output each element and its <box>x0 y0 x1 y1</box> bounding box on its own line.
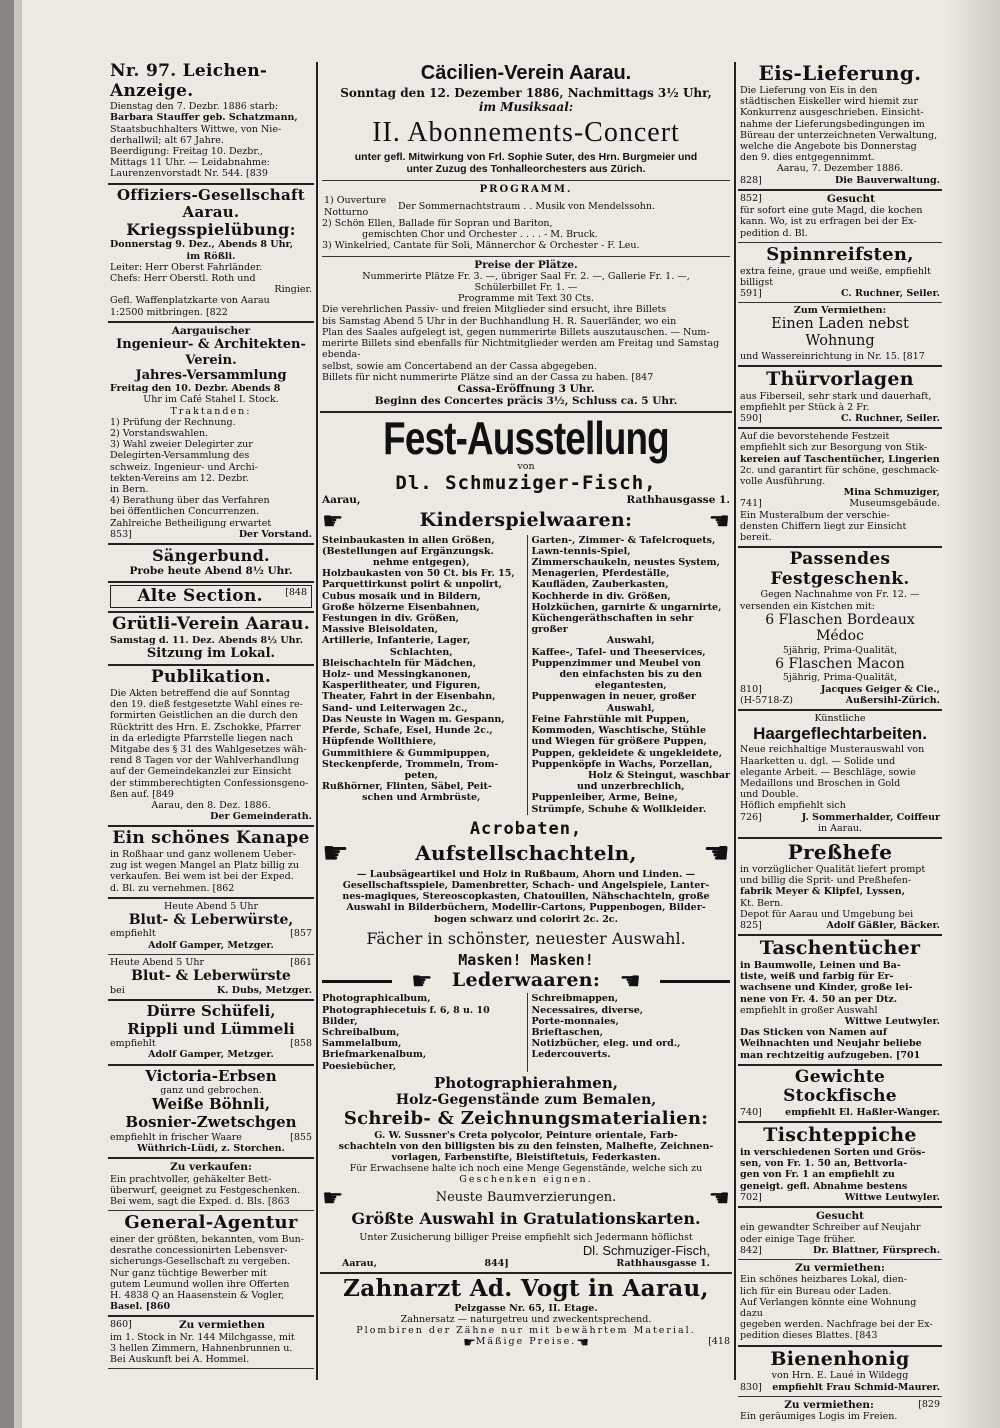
laden-vermiethen-ad: Zum Vermiethen: Einen Laden nebst Wohnung und Wassereinrichtung in Nr. 15. [817 <box>738 303 942 367</box>
pointing-hand-left-icon: ☚ <box>708 1183 730 1212</box>
rule-right <box>660 980 730 983</box>
pointing-hand-right-icon: ☛ <box>322 506 344 535</box>
kinder-list <box>322 535 730 815</box>
column-right <box>738 60 942 1423</box>
caecilien-concert-ad: Cäcilien-Verein Aarau. Sonntag den 12. Dezember 1886, Nachmittags 3½ Uhr, im Musiksaal: II. Abonnements-Concert unter gefl. Mitwirkung von Frl. Sophie Suter, des Hrn. Burgmeier und unter Zuzug des Tonhalleorchesters aus Zürich. PROGRAMM. 1) Ouverture Notturno Der Sommernachtstraum . . Musik von Mendelssohn. 2) Schön Ellen, Ballade für Sopran und Bariton, gemischten Chor und Orchester . . . . - M. Bruck. 3) Winkelried, Cantate für Soli, Männerchor & Orchester - F. Leu. Preise der Plätze. Nummerirte Plätze Fr. 3. —, übriger Saal Fr. 2. —, Gallerie Fr. 1. —, Schülerbillet Fr. 1. — Programme mit Text 30 Cts. Die verehrlichen Passiv- und freien Mitglieder sind ersucht, ihre Billets bis Samstag Abend 5 Uhr in der Buchhandlung H. R. Sauerländer, wo ein Plan des Saales aufgelegt ist, gegen nummerirte Billets auszutauschen. — Num- merirte Billets sind ebenfalls für Nichtmitglieder werden am Freitag und Samstag ebenda- selbst, sowie am Concertabend an der Cassa abgegeben. Billets für nicht nummerirte Plätze sind an der Cassa zu haben. [847 Cassa-Eröffnung 3 Uhr. Beginn des Concertes präcis 3½, Schluss ca. 5 Uhr. <box>320 60 732 413</box>
logis-vermiethen-ad: Zu vermiethen: [829 Ein geräumiges Logis im Freien. <box>740 1398 940 1423</box>
pointing-hand-left-icon: ☚ <box>708 506 730 535</box>
column-rule-2 <box>734 62 736 1380</box>
scan-edge-inner <box>14 0 22 1428</box>
pointing-hand-right-icon: ☛ <box>322 1183 344 1212</box>
alte-section-ad: Alte Section. [848 <box>108 583 314 614</box>
verkaufen-ad: Zu verkaufen: Ein prachtvoller, gehäkelter Bett- überwurf, geeignet zu Festgeschenken. Bei wem, sagt die Exped. d. Bls. [863 <box>108 1159 314 1211</box>
eis-lieferung-ad: Eis-Lieferung. Die Lieferung von Eis in den städtischen Eiskeller wird hiemit zur Konkurrenz ausgeschrieben. Einsicht- nahme der Lieferungsbedingungen im Büreau der unterzeichneten Verwaltung, welche die Angebote bis Donnerstag den 9. dies entgegennimmt. Aarau, 7. Dezember 1886. 828] Die Bauverwaltung. <box>738 60 942 191</box>
pointing-hand-right-icon: ☛ <box>411 967 433 996</box>
gesucht-magd-ad: 852] Gesucht für sofort eine gute Magd, die kochen kann. Wo, ist zu erfragen bei der Ex- pedition d. Bl. <box>738 191 942 243</box>
leichen-title: Nr. 97. Leichen-Anzeige. <box>110 61 268 101</box>
blutwurst-ad-1: Heute Abend 5 Uhr Blut- & Leberwürste, empfiehlt [857 Adolf Gamper, Metzger. <box>108 899 314 955</box>
schuefeli-ad: Dürre Schüfeli, Rippli und Lümmeli empfiehlt [858 Adolf Gamper, Metzger. <box>108 1001 314 1066</box>
thuervorlagen-ad: Thürvorlagen aus Fiberseil, sehr stark und dauerhaft, empfiehlt per Stück à 2 Fr. 590] C. Ruchner, Seiler. <box>738 367 942 429</box>
tischteppiche-ad: Tischteppiche in verschiedenen Sorten und Grös- sen, von Fr. 1. 50 an, Bettvorla- gen von Fr. 1 an empfiehlt zu geneigt. gefl. Abnahme bestens 702] Wittwe Leutwyler. <box>738 1123 942 1208</box>
saengerbund-ad: Sängerbund. Probe heute Abend 8½ Uhr. <box>108 545 314 583</box>
bienenhonig-ad: Bienenhonig von Hrn. E. Laué in Wildegg 830] empfiehlt Frau Schmid-Maurer. <box>738 1347 942 1397</box>
fest-firm: Dl. Schmuziger-Fisch, <box>395 471 657 494</box>
column-middle <box>320 60 732 1390</box>
caecilien-title: Cäcilien-Verein Aarau. <box>420 62 632 84</box>
ingenieur-title: Ingenieur- & Architekten-Verein. <box>116 337 306 368</box>
offiziers-ad: Offiziers-Gesellschaft Aarau. Kriegsspielübung: Donnerstag 9. Dez., Abends 8 Uhr, im Rößli. Leiter: Herr Oberst Fahrländer. Chefs: Herr Oberstl. Roth und Ringier. Gefl. Waffenplatzkarte von Aarau 1:2500 mitbringen. [822 <box>108 185 314 323</box>
ingenieur-ad: Aargauischer Ingenieur- & Architekten-Verein. Jahres-Versammlung Freitag den 10. Dezbr. Abends 8 Uhr im Café Stahel I. Stock. Traktanden: 1) Prüfung der Rechnung. 2) Vorstandswahlen. 3) Wahl zweier Delegirter zur Delegirten-Versammlung des schweiz. Ingenieur- und Archi- tekten-Vereins am 12. Dezbr. in Bern. 4) Berathung über das Verfahren bei öffentlichen Concurrenzen. Zahlreiche Betheiligung erwartet 853] Der Vorstand. <box>108 323 314 545</box>
offiziers-title: Offiziers-Gesellschaft Aarau. <box>117 185 305 221</box>
kinder-list-right: Garten-, Zimmer- & Tafelcroquets, Lawn-tennis-Spiel, Zimmerschaukeln, neustes System, Menagerien, Pferdeställe, Kaufläden, Zauberkasten, Kochherde in div. Größen, Holzküchen, garnirte & ungarnirte, Küchengeräthschaften in sehr großer Auswahl, Kaffee-, Tafel- und Theeservices, Puppenzimmer und Meubel von den einfachsten bis zu den elegantesten, Puppenwagen in neuer, großer Auswahl, Feine Fahrstühle mit Puppen, Kommoden, Waschtische, Stühle und Wiegen für größere Puppen, Puppen, gekleidete & ungekleidete, Puppenköpfe in Wachs, Porzellan, Holz & Steingut, waschbar und unzerbrechlich, Puppenleiber, Arme, Beine, Strümpfe, Schuhe & Wollkleider. <box>527 535 731 815</box>
taschentuecher-ad: Taschentücher in Baumwolle, Leinen und Ba- tiste, weiß und farbig für Er- wachsene und Kinder, große lei- nene von Fr. 4. 50 an per Dtz. empfiehlt in großer Auswahl Wittwe Leutwyler. Das Sticken von Namen auf Weihnachten und Neujahr beliebe man rechtzeitig aufzugeben. [701 <box>738 936 942 1066</box>
column-left <box>108 60 314 1390</box>
leichen-anzeige <box>108 60 314 185</box>
festgeschenk-ad: Passendes Festgeschenk. Gegen Nachnahme von Fr. 12. — versenden ein Kistchen mit: 6 Flaschen Bordeaux Médoc 5jährig, Prima-Qualität, 6 Flaschen Macon 5jährig, Prima-Qualität, 810] Jacques Geiger & Cie., (H-5718-Z) Außersihl-Zürich. <box>738 548 942 711</box>
gesucht-schreiber-ad: Gesucht ein gewandter Schreiber auf Neujahr oder einige Tage früher. 842] Dr. Blattner, Fürsprech. <box>738 1208 942 1260</box>
presshefe-ad: Preßhefe in vorzüglicher Qualität liefert prompt und billig die Sprit- und Preßhefen- fabrik Meyer & Klipfel, Lyssen, Kt. Bern. Depot für Aarau und Umgebung bei 825] Adolf Gäßler, Bäcker. <box>738 839 942 936</box>
publikation-ad: Publikation. Die Akten betreffend die auf Sonntag den 19. dieß festgesetzte Wahl eines re- formirten Geistlichen an die durch den Rücktritt des Hrn. E. Zschokke, Pfarrer in da erledigte Pfarrstelle liegen nach Mitgabe des § 31 des Wahlgesetzes wäh- rend 8 Tagen vor der Wahlverhandlung auf der Gemeindekanzlei zur Einsicht der stimmberechtigten Confessionsgeno- ßen auf. [849 Aarau, den 8. Dez. 1886. Der Gemeinderath. <box>108 666 314 827</box>
rule-left <box>322 980 392 983</box>
zahnarzt-title: Zahnarzt Ad. Vogt in Aarau, <box>343 1275 709 1303</box>
kinder-list-left: Steinbaukasten in allen Größen, (Bestellungen auf Ergänzungsk. nehme entgegen), Holzbaukasten von 50 Ct. bis Fr. 15, Parquettirkunst polirt & unpolirt, Cubus mosaik und in Bildern, Große hölzerne Eisenbahnen, Festungen in div. Größen, Massive Bleisoldaten, Artillerie, Infanterie, Lager, Schlachten, Bleischachteln für Mädchen, Holz- und Messingkanonen, Kasperlitheater, und Figuren, Theater, Fahrt in der Eisenbahn, Sand- und Leiterwagen 2c., Das Neuste in Wagen m. Gespann, Pferde, Schafe, Esel, Hunde 2c., Hüpfende Wollthiere, Gummithiere & Gummipuppen, Steckenpferde, Trommeln, Trom- peten, Rußhörner, Flinten, Säbel, Peit- schen und Armbrüste, <box>322 534 515 804</box>
kinder-heading: Kinderspielwaaren: <box>419 508 633 531</box>
gruetli-ad: Grütli-Verein Aarau. Samstag d. 11. Dez. Abends 8½ Uhr. Sitzung im Lokal. <box>108 613 314 666</box>
pointing-hand-right-icon: ☛ <box>463 1335 476 1352</box>
pointing-hand-left-icon: ☚ <box>619 967 641 996</box>
haargeflecht-ad: Künstliche Haargeflechtarbeiten. Neue reichhaltige Musterauswahl von Haarketten u. dgl. — Solide und elegante Arbeit. — Beschläge, sowie Medaillons und Broschen in Gold und Double. Höflich empfiehlt sich 726] J. Sommerhalder, Coiffeur in Aarau. <box>738 711 942 839</box>
scan-shadow <box>945 0 1000 1428</box>
blutwurst-ad-2: Heute Abend 5 Uhr [861 Blut- & Leberwürste bei K. Dubs, Metzger. <box>108 955 314 1001</box>
kanape-ad: Ein schönes Kanape in Roßhaar und ganz wollenem Ueber- zug ist wegen Mangel an Platz billig zu verkaufen. Bei wem ist bei der Exped. d. Bl. zu vernehmen. [862 <box>108 827 314 898</box>
victoria-ad: Victoria-Erbsen ganz und gebrochen. Weiße Böhnli, Bosnier-Zwetschgen empfiehlt in frischer Waare [855 Wüthrich-Lüdi, z. Storchen. <box>108 1066 314 1160</box>
offiziers-sub: Kriegsspielübung: <box>126 220 296 240</box>
spinnreifsten-ad: Spinnreifsten, extra feine, graue und weiße, empfiehlt billigst 591] C. Ruchner, Seiler. <box>738 243 942 303</box>
lokal-vermiethen-ad: Zu vermiethen: Ein schönes heizbares Lokal, dien- lich für ein Bureau oder Laden. Auf Verlangen könnte eine Wohnung dazu gegeben werden. Nachfrage bei der Ex- pedition dieses Blattes. [843 <box>738 1260 942 1347</box>
column-rule-1 <box>316 62 318 1380</box>
stickereien-ad: Auf die bevorstehende Festzeit empfiehlt sich zur Besorgung von Stik- kereien auf Taschentücher, Lingerien 2c. und garantirt für schöne, geschmack- volle Ausführung. Mina Schmuziger, 741] Museumsgebäude. Ein Musteralbum der verschie- densten Chiffern liegt zur Einsicht bereit. <box>738 429 942 548</box>
program-table: 1) Ouverture Notturno Der Sommernachtstraum . . Musik von Mendelssohn. <box>324 195 656 218</box>
pointing-hand-right-icon: ☛ <box>322 835 349 871</box>
leichen-text: Dienstag den 7. Dezbr. 1886 starb: Barbara Stauffer geb. Schatzmann, Staatsbuchhalters Wittwe, von Nie- derhallwil; alt 67 Jahre. Beerdigung: Freitag 10. Dezbr., Mittags 11 Uhr. — Leidabnahme: Laurenzenvorstadt Nr. 544. [839 <box>110 101 298 180</box>
vermiethen-ad: 860] Zu vermiethen im 1. Stock in Nr. 144 Milchgasse, mit 3 hellen Zimmern, Hahnenbrunnen u. Bei Auskunft bei A. Hommel. <box>108 1317 314 1369</box>
scan-edge <box>0 0 14 1428</box>
stockfische-ad: Gewichte Stockfische 740] empfiehlt El. Haßler-Wanger. <box>738 1066 942 1123</box>
fest-ausstellung-ad: Fest-Ausstellung von Dl. Schmuziger-Fisch, Aarau, Rathhausgasse 1. ☛ Kinderspielwaaren: ☚ Steinbaukasten in allen Größen, (Bestellungen auf Ergänzungsk. nehme entgegen), Holzbaukasten von 50 Ct. bis Fr. 15, Parquettirkunst polirt & unpolirt, Cubus mosaik und in Bildern, Große hölzerne Eisenbahnen, Festungen in div. Größen, Massive Bleisoldaten, Artillerie, Infanterie, Lager, Schlachten, Bleischachteln für Mädchen, Holz- und Messingkanonen, Kasperlitheater, und Figuren, Theater, Fahrt in der Eisenbahn, Sand- und Leiterwagen 2c., Das Neuste in Wagen m. Gespann, Pferde, Schafe, Esel, Hunde 2c., Hüpfende Wollthiere, Gummithiere & Gummipuppen, Steckenpferde, Trommeln, Trom- peten, Rußhörner, Flinten, Säbel, Peit- schen und Armbrüste, Garten-, Zimmer- & Tafelcroquets, Lawn-tennis-Spiel, Zimmerschaukeln, neustes System, Menagerien, Pferdeställe, Kaufläden, Zauberkasten, Kochherde in div. Größen, Holzküchen, garnirte & ungarnirte, Küchengeräthschaften in sehr großer Auswahl, Kaffee-, Tafel- und Theeservices, Puppenzimmer und Meubel von den einfachsten bis zu den elegantesten, Puppenwagen in neuer, großer Auswahl, Feine Fahrstühle mit Puppen, Kommoden, Waschtische, Stühle und Wiegen für größere Puppen, Puppen, gekleidete & ungekleidete, Puppenköpfe in Wachs, Porzellan, Holz & Steingut, waschbar und unzerbrechlich, Puppenleiber, Arme, Beine, Strümpfe, Schuhe & Wollkleider. Acrobaten, ☛ Aufstellschachteln, ☚ — Laubsägeartikel und Holz in Rußbaum, Ahorn und Linden. — Gesellschaftsspiele, Damenbretter, Schach- und Angelspiele, Lanter- nes-magiques, Stereoscopkasten, Chatouillen, Nähschachteln, große Auswahl in Bilderbüchern, Modellir-Cartons, Puppenbogen, Bilder- bogen schwarz und colorirt 2c. 2c. Fächer in schönster, neuester Auswahl. Masken! Masken! ☛ Lederwaaren: ☚ Photographicalbum, Photographiecetuis f. 6, 8 u. 10 Bilder, Schreibalbum, Sammelalbum, Briefmarkenalbum, Poesiebücher, Schreibmappen, Necessaires, diverse, Porte-monnaies, Brieftaschen, Notizbücher, eleg. und ord., Ledercouverts. Photographierahmen, Holz-Gegenstände zum Bemalen, Schreib- & Zeichnungsmaterialien: G. W. Sussner's Creta polycolor, Peinture orientale, Farb- schachteln von den billigsten bis zu den feinsten, Malhefte, Zeichnen- vorlagen, Farbenstifte, Bleistiftetuis, Federkasten. Für Erwachsene halte ich noch eine Menge Gegenstände, welche sich zu Geschenken eignen. ☛ Neuste Baumverzierungen. ☚ Größte Auswahl in Gratulationskarten. Unter Zusicherung billiger Preise empfiehlt sich Jedermann höflichst Dl. Schmuziger-Fisch, Aarau, 844] Rathhausgasse 1. <box>320 413 732 1275</box>
leder-list: Photographicalbum, Photographiecetuis f. 6, 8 u. 10 Bilder, Schreibalbum, Sammelalbum, Briefmarkenalbum, Poesiebücher, Schreibmappen, Necessaires, diverse, Porte-monnaies, Brieftaschen, Notizbücher, eleg. und ord., Ledercouverts. <box>322 993 730 1071</box>
concert-title: II. Abonnements-Concert <box>372 116 680 148</box>
pointing-hand-left-icon: ☚ <box>703 835 730 871</box>
zahnarzt-ad: Zahnarzt Ad. Vogt in Aarau, Pelzgasse Nr. 65, II. Etage. Zahnersatz — naturgetreu und zweckentsprechend. Plombiren der Zähne nur mit bewährtem Material. ☛ Mäßige Preise. ☚ [418 <box>320 1274 732 1353</box>
pointing-hand-left-icon: ☚ <box>576 1335 589 1352</box>
general-agentur-ad: General-Agentur einer der größten, bekannten, vom Bun- desrathe concessionirten Lebensver- sicherungs-Gesellschaft zu vergeben. Nur ganz tüchtige Bewerber mit gutem Leumund wollen ihre Offerten H. 4838 Q an Haasenstein & Vogler, Basel. [860 <box>108 1211 314 1317</box>
fest-title: Fest-Ausstellung <box>383 411 669 464</box>
